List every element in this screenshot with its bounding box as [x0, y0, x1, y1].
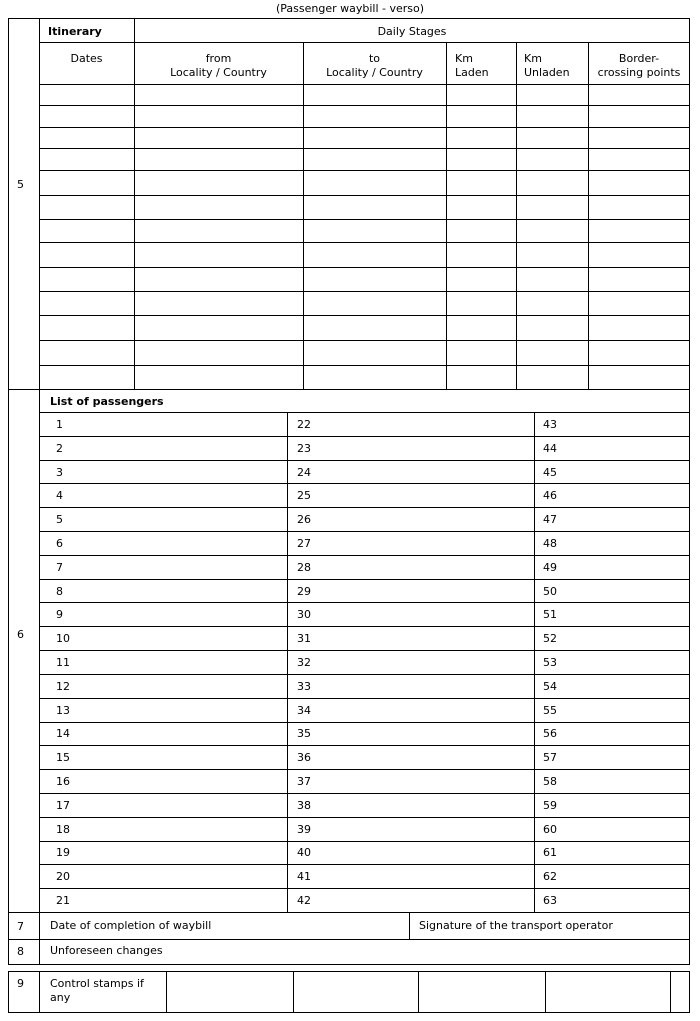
section-9-number: 9 — [17, 977, 24, 990]
passenger-number-1: 18 — [56, 823, 70, 836]
passenger-number-1: 19 — [56, 846, 70, 859]
section-6-number: 6 — [17, 628, 24, 641]
passenger-number-1: 10 — [56, 632, 70, 645]
itinerary-label: Itinerary — [48, 25, 102, 38]
unforeseen-changes-label: Unforeseen changes — [50, 944, 163, 957]
passenger-number-1: 7 — [56, 561, 63, 574]
passenger-number-3: 55 — [543, 704, 557, 717]
passenger-number-2: 30 — [297, 608, 311, 621]
passenger-number-3: 58 — [543, 775, 557, 788]
passenger-number-3: 54 — [543, 680, 557, 693]
passenger-number-2: 38 — [297, 799, 311, 812]
section-8-number: 8 — [17, 945, 24, 958]
passenger-number-2: 23 — [297, 442, 311, 455]
passenger-number-2: 36 — [297, 751, 311, 764]
section-6-frame — [8, 389, 690, 913]
passenger-number-2: 35 — [297, 727, 311, 740]
passenger-number-2: 31 — [297, 632, 311, 645]
passenger-number-3: 48 — [543, 537, 557, 550]
passenger-number-1: 16 — [56, 775, 70, 788]
col-km-unladen-header: Km — [524, 52, 542, 65]
passenger-number-2: 37 — [297, 775, 311, 788]
passenger-number-1: 8 — [56, 585, 63, 598]
col-km-laden-subheader: Laden — [455, 66, 489, 79]
col-from-subheader: Locality / Country — [170, 66, 267, 79]
passenger-number-3: 44 — [543, 442, 557, 455]
col-to-subheader: Locality / Country — [326, 66, 423, 79]
col-km-laden-header: Km — [455, 52, 473, 65]
passenger-number-1: 20 — [56, 870, 70, 883]
passenger-number-2: 40 — [297, 846, 311, 859]
control-stamps-label: Control stamps if — [50, 977, 144, 990]
passenger-number-1: 2 — [56, 442, 63, 455]
date-of-completion-label: Date of completion of waybill — [50, 919, 212, 932]
passenger-number-1: 17 — [56, 799, 70, 812]
passenger-number-1: 11 — [56, 656, 70, 669]
passenger-list-heading: List of passengers — [50, 395, 164, 408]
passenger-number-3: 60 — [543, 823, 557, 836]
passenger-number-1: 12 — [56, 680, 70, 693]
passenger-number-1: 5 — [56, 513, 63, 526]
passenger-number-2: 25 — [297, 489, 311, 502]
passenger-number-1: 15 — [56, 751, 70, 764]
col-from-header: from — [205, 52, 232, 65]
passenger-number-2: 39 — [297, 823, 311, 836]
passenger-number-2: 26 — [297, 513, 311, 526]
passenger-number-3: 57 — [543, 751, 557, 764]
passenger-number-3: 62 — [543, 870, 557, 883]
passenger-number-1: 6 — [56, 537, 63, 550]
passenger-number-2: 28 — [297, 561, 311, 574]
passenger-number-3: 56 — [543, 727, 557, 740]
section-7-number: 7 — [17, 920, 24, 933]
passenger-number-3: 61 — [543, 846, 557, 859]
passenger-number-1: 9 — [56, 608, 63, 621]
passenger-number-2: 27 — [297, 537, 311, 550]
passenger-number-2: 33 — [297, 680, 311, 693]
passenger-number-3: 46 — [543, 489, 557, 502]
passenger-number-3: 52 — [543, 632, 557, 645]
passenger-number-3: 49 — [543, 561, 557, 574]
passenger-number-3: 45 — [543, 466, 557, 479]
passenger-number-3: 63 — [543, 894, 557, 907]
col-km-unladen-subheader: Unladen — [524, 66, 570, 79]
daily-stages-label: Daily Stages — [377, 25, 447, 38]
col-border-subheader: crossing points — [597, 66, 681, 79]
passenger-number-3: 51 — [543, 608, 557, 621]
passenger-number-3: 50 — [543, 585, 557, 598]
passenger-number-3: 43 — [543, 418, 557, 431]
col-dates-header: Dates — [70, 52, 103, 65]
col-border-header: Border- — [618, 52, 660, 65]
passenger-number-2: 29 — [297, 585, 311, 598]
passenger-number-1: 21 — [56, 894, 70, 907]
passenger-number-1: 14 — [56, 727, 70, 740]
passenger-number-1: 3 — [56, 466, 63, 479]
control-stamps-label-cont: any — [50, 991, 71, 1004]
passenger-number-2: 41 — [297, 870, 311, 883]
passenger-number-2: 24 — [297, 466, 311, 479]
col-to-header: to — [368, 52, 381, 65]
section-5-number: 5 — [17, 178, 24, 191]
passenger-number-2: 32 — [297, 656, 311, 669]
passenger-number-3: 53 — [543, 656, 557, 669]
passenger-number-1: 4 — [56, 489, 63, 502]
passenger-number-3: 59 — [543, 799, 557, 812]
passenger-number-2: 34 — [297, 704, 311, 717]
passenger-number-3: 47 — [543, 513, 557, 526]
passenger-number-1: 1 — [56, 418, 63, 431]
passenger-number-2: 42 — [297, 894, 311, 907]
passenger-number-1: 13 — [56, 704, 70, 717]
passenger-number-2: 22 — [297, 418, 311, 431]
form-title: (Passenger waybill - verso) — [275, 2, 425, 15]
signature-label: Signature of the transport operator — [419, 919, 613, 932]
